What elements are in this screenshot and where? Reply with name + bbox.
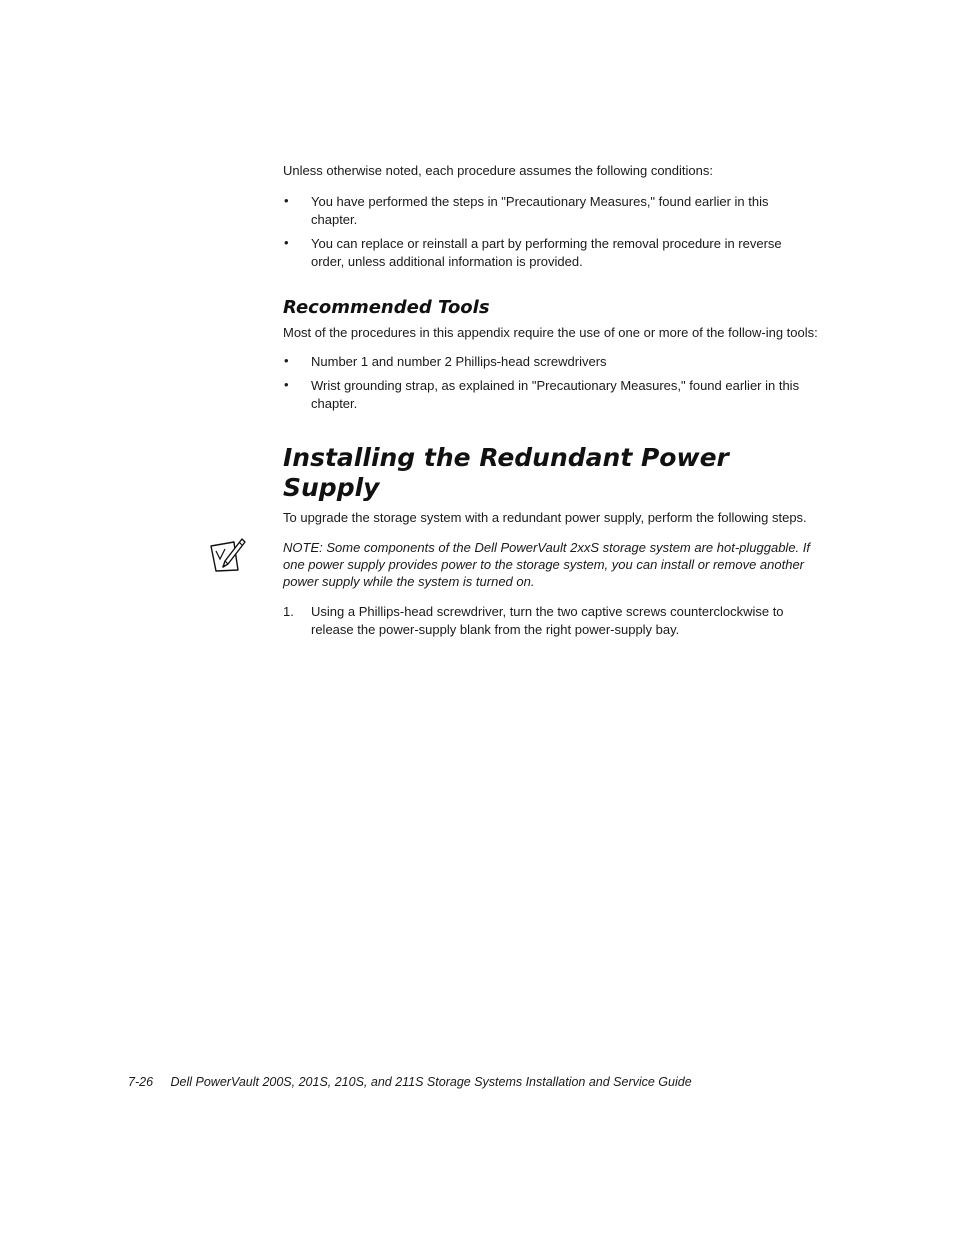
list-item xyxy=(283,193,818,229)
recommended-tools-heading: Recommended Tools xyxy=(283,297,490,318)
installing-heading: Installing the Redundant Power Supply xyxy=(283,443,729,502)
page-number: 7-26 xyxy=(128,1075,154,1089)
steps-list xyxy=(283,603,818,639)
conditions-intro: Unless otherwise noted, each procedure assumes the following conditions: xyxy=(283,163,713,178)
list-item-text: Number 1 and number 2 Phillips-head screwdrivers xyxy=(311,354,607,369)
step-text: Using a Phillips-head screwdriver, turn the two captive screws counterclockwise to release the power-supply blank from the right power-supply bay. xyxy=(311,604,784,637)
list-item xyxy=(283,353,818,371)
bullet-icon: • xyxy=(284,377,289,392)
list-item-text: You can replace or reinstall a part by performing the removal procedure in reverse order, unless additional information is provided. xyxy=(311,236,782,269)
tools-intro: Most of the procedures in this appendix require the use of one or more of the follow-ing tools: xyxy=(283,325,818,340)
bullet-icon: • xyxy=(284,353,289,368)
page-footer xyxy=(128,1074,692,1090)
bullet-icon: • xyxy=(284,235,289,250)
footer-title: Dell PowerVault 200S, 201S, 210S, and 211S Storage Systems Installation and Service Guide xyxy=(170,1075,692,1089)
step-number: 1. xyxy=(283,604,294,619)
list-item xyxy=(283,377,818,413)
note-block xyxy=(283,539,818,590)
page-content xyxy=(283,162,818,645)
bullet-icon: • xyxy=(284,193,289,208)
tools-list xyxy=(283,353,818,413)
step-item xyxy=(283,603,818,639)
note-text: NOTE: Some components of the Dell PowerVault 2xxS storage system are hot-pluggable. If one power supply provides power to the storage system, you can install or remove another power supply while the system is turned on. xyxy=(283,540,810,589)
conditions-list xyxy=(283,193,818,271)
list-item xyxy=(283,235,818,271)
list-item-text: Wrist grounding strap, as explained in "Precautionary Measures," found earlier in this chapter. xyxy=(311,378,800,411)
upgrade-intro: To upgrade the storage system with a redundant power supply, perform the following steps. xyxy=(283,510,807,525)
list-item-text: You have performed the steps in "Precautionary Measures," found earlier in this chapter. xyxy=(311,194,769,227)
note-pencil-icon xyxy=(208,537,246,573)
